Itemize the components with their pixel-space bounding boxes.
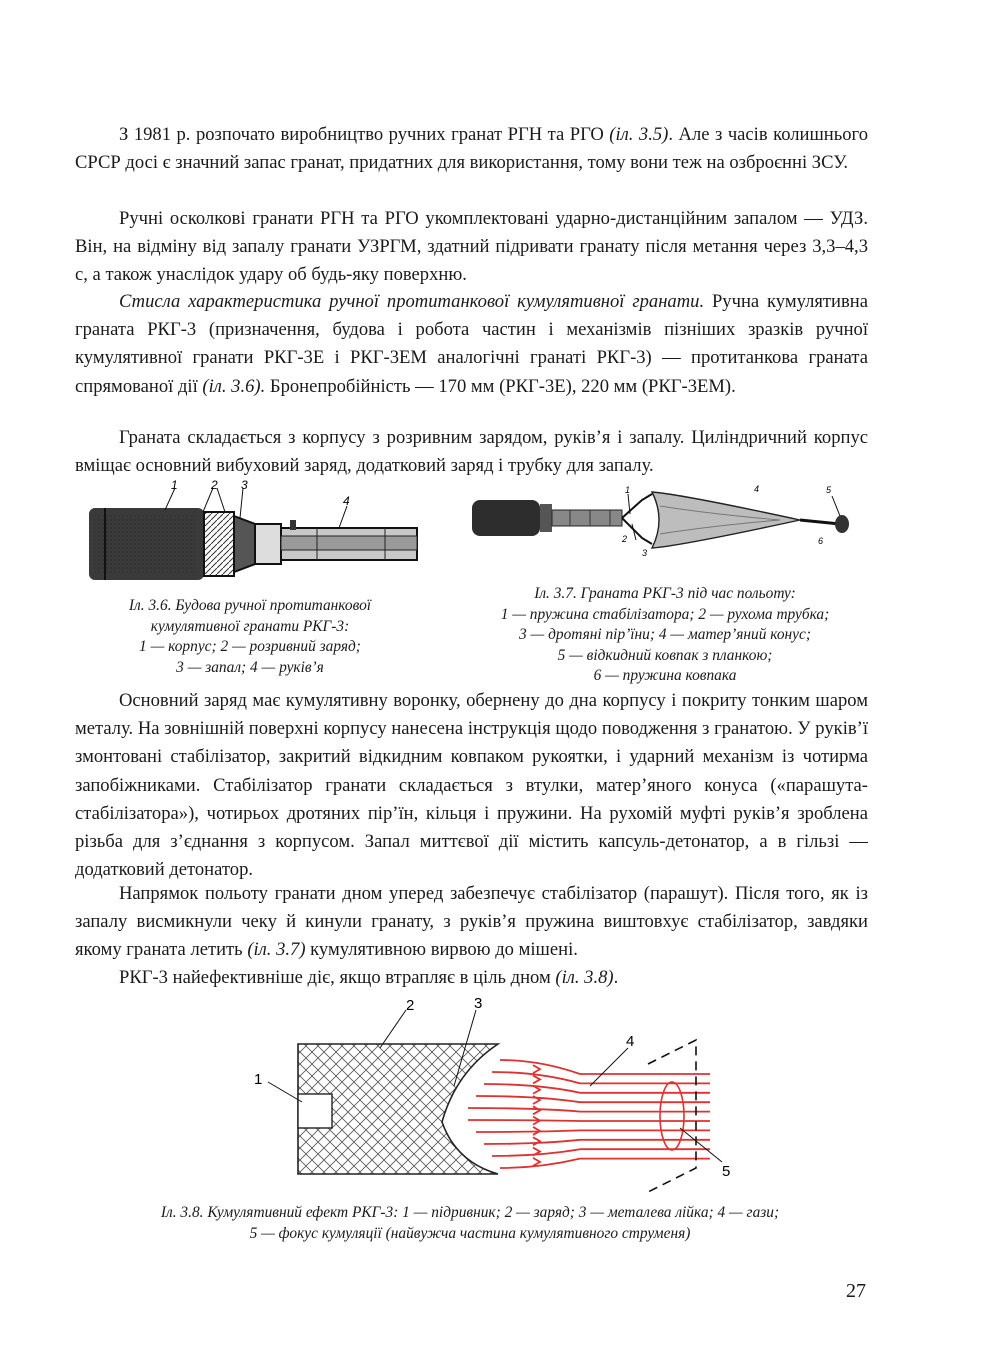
jet-stream-line (492, 1149, 710, 1156)
text-run: З 1981 р. розпочато виробництво ручних гранат РГН та РГО (119, 124, 610, 145)
caption-line: 5 — фокус кумуляції (найвужча частина кумулятивного струменя) (249, 1224, 691, 1242)
paragraph (75, 880, 868, 965)
fig36-label: 4 (343, 494, 350, 508)
jet-stream-line (484, 1140, 710, 1144)
caption-line: 1 — корпус; 2 — розривний заряд; (139, 638, 361, 655)
jet-arrow (533, 1106, 540, 1114)
caption-line: 3 — дротяні пір’їни; 4 — матер’яний конус; (519, 626, 811, 643)
figure-3-6-grenade-structure (85, 478, 427, 588)
caption-line: Іл. 3.6. Будова ручної протитанкової (128, 597, 372, 614)
fig38-label: 3 (474, 995, 483, 1012)
jet-arrow (533, 1158, 540, 1166)
text-run: РКГ-3 найефективніше діє, якщо втрапляє в ціль дном (119, 967, 556, 988)
paragraph (75, 121, 868, 177)
figure-3-7-caption (455, 584, 875, 687)
paragraph (75, 964, 868, 992)
jet-arrow (533, 1137, 540, 1145)
italic-run: (іл. 3.6). (202, 375, 266, 397)
caption-line: 3 — запал; 4 — руків’я (176, 658, 324, 676)
fig38-label: 4 (626, 1033, 635, 1050)
text-run: Основний заряд має кумулятивну воронку, обернену до дна корпусу і покриту тонким шаром металу. На зовнішній поверхні корпусу нанесена інструкція щодо поводження з гранатою. У руків’ї змонтовані стабілізатор, закритий відкидним ковпаком рукоятки, і ударний механізм із чотирма запобіжниками. Стабілізатор гранати складається з втулки, матер’яного конуса («парашута-стабілізатора»), чотирьох дротяних пір’їн, кільця і пружини. На рухомій муфті руків’я зроблена різьба для з’єднання з корпусом. Запал миттєвої дії містить капсуль-детонатор, а в гільзі — додатковий детонатор. (75, 690, 868, 881)
italic-run: (іл. 3.8) (555, 967, 614, 988)
page-number: 27 (846, 1280, 866, 1302)
fig36-label: 3 (241, 478, 248, 492)
jet-stream-line (468, 1108, 710, 1112)
paragraph (75, 687, 868, 884)
italic-run: Стисла характеристика ручної протитанкової кумулятивної гранати. (119, 291, 705, 312)
fig37-label: 5 (826, 485, 832, 495)
text-run: Ручна кумулятивна граната РКГ-3 (призначення, будова і робота частин і механізмів пізніших зразків ручної кумулятивної гранати РКГ-3Е і РКГ-3ЕМ аналогічні гранаті РКГ-3) — протитанкова граната спрямованої дії (75, 291, 868, 397)
jet-stream-line (476, 1130, 710, 1132)
paragraph (75, 205, 868, 290)
italic-run: (іл. 3.7) (247, 939, 306, 961)
fig38-label: 5 (722, 1163, 731, 1180)
fig36-label: 2 (211, 478, 218, 492)
text-run: . (613, 967, 619, 988)
caption-line: Іл. 3.8. Кумулятивний ефект РКГ-3: 1 — підривник; 2 — заряд; 3 — металева лійка; 4 — гази; (160, 1204, 780, 1221)
jet-stream-line (484, 1084, 710, 1093)
fig36-label: 1 (171, 478, 178, 492)
fig37-label: 3 (642, 548, 648, 558)
text-run: кумулятивною вирвою до мішені. (305, 939, 578, 961)
jet-stream-line (500, 1060, 710, 1074)
fig38-label: 1 (254, 1071, 263, 1088)
caption-line: 5 — відкидний ковпак з планкою; (557, 646, 773, 664)
fig37-label: 1 (625, 485, 631, 495)
fig37-label: 2 (622, 534, 628, 544)
text-run: Напрямок польоту гранати дном уперед забезпечує стабілізатор (парашут). Після того, як із запалу висмикнули чеку й кинули гранату, з руків’я пружина виштовхує стабілізатор, завдяки якому граната летить (75, 883, 868, 961)
jet-stream-line (476, 1096, 710, 1102)
fig37-label: 6 (818, 536, 824, 546)
figure-3-7-grenade-in-flight (470, 480, 855, 562)
jet-stream-line (468, 1120, 710, 1121)
figure-3-6-caption (90, 596, 410, 678)
figure-3-8-cumulative-effect (240, 992, 740, 1192)
caption-line: 1 — пружина стабілізатора; 2 — рухома трубка; (500, 605, 830, 623)
fig37-label: 4 (754, 484, 760, 494)
caption-line: 6 — пружина ковпака (593, 667, 737, 684)
text-run: Граната складається з корпусу з розривним зарядом, руків’я і запалу. Циліндричний корпус вміщає основний вибуховий заряд, додатковий заряд і трубку для запалу. (75, 427, 868, 477)
text-run: Бронепробійність — 170 мм (РКГ-3Е), 220 мм (РКГ-3ЕМ). (265, 375, 736, 397)
jet-arrow (533, 1065, 540, 1073)
text-run: . Але з часів колишнього СРСР досі є значний запас гранат, придатних для використання, тому вони теж на озброєнні ЗСУ. (75, 124, 868, 174)
italic-run: (іл. 3.5) (609, 124, 669, 145)
text-run: Ручні осколкові гранати РГН та РГО укомплектовані ударно-дистанційним запалом — УДЗ. Він, на відміну від запалу гранати УЗРГМ, здатний підривати гранату після метання через 3,3–4,3 с, а також унаслідок удару об будь-яку поверхню. (75, 208, 868, 286)
fig38-label: 2 (406, 997, 415, 1014)
caption-line: Іл. 3.7. Граната РКГ-3 під час польоту: (534, 585, 796, 602)
paragraph (75, 424, 868, 480)
jet-stream-line (500, 1159, 710, 1168)
paragraph (75, 288, 868, 401)
jet-arrow (533, 1075, 540, 1083)
caption-line: кумулятивної гранати РКГ-3: (150, 617, 350, 635)
figure-3-8-caption (60, 1203, 880, 1244)
